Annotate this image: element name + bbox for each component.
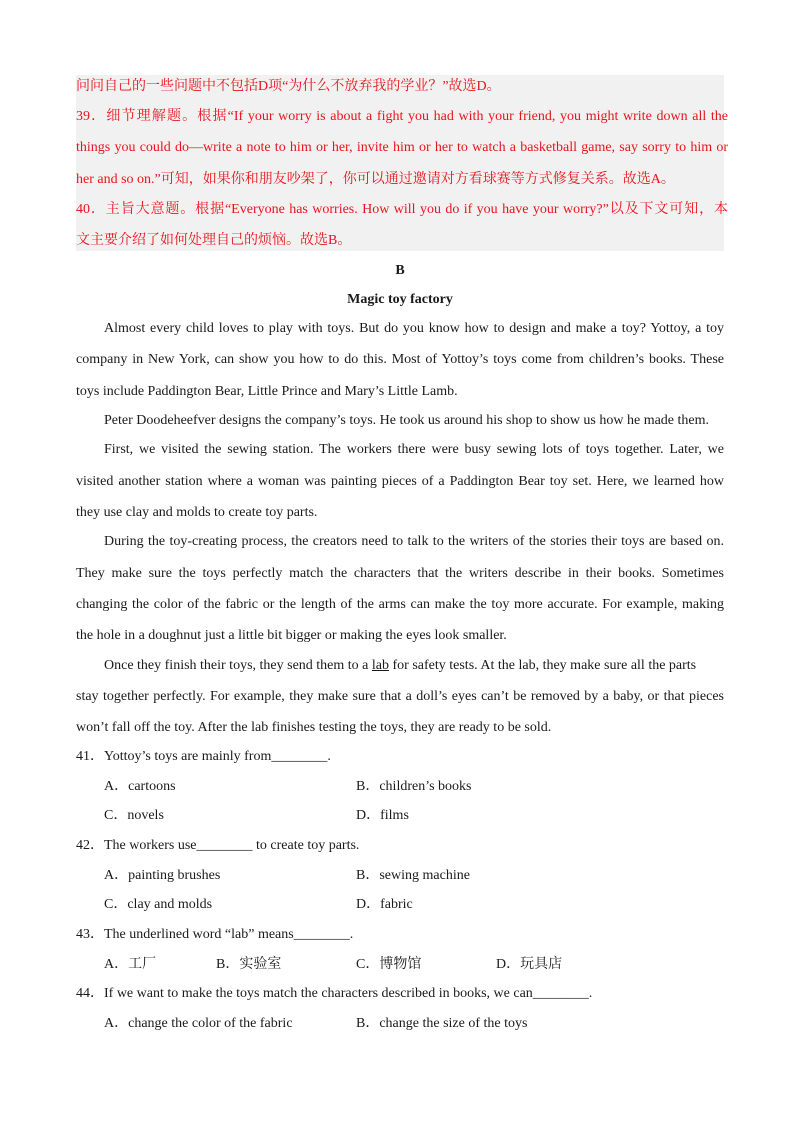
passage-line (104, 656, 724, 676)
q43-option-c: C．博物馆 (356, 957, 422, 972)
q43-option-d: D．玩具店 (496, 957, 563, 972)
question-44-stem: 44．If we want to make the toys match the characters described in books, we can________. (76, 986, 593, 1001)
q41-option-a: A．cartoons (104, 779, 176, 794)
answer-line: 40．主旨大意题。根据“Everyone has worries. How will you do if you have your worry?”以及下文可知，本 (76, 202, 728, 217)
answer-line: her and so on.”可知，如果你和朋友吵架了，你可以通过邀请对方看球赛等方式修复关系。故选A。 (76, 172, 675, 187)
passage-line: They make sure the toys perfectly match the characters that the writers describe in their books. Sometimes (76, 566, 724, 581)
q42-option-c: C．clay and molds (104, 897, 213, 912)
q43-option-b: B．实验室 (216, 957, 282, 972)
passage-line: Almost every child loves to play with toys. But do you know how to design and make a toy? Yottoy, a toy (104, 321, 724, 336)
answer-line: 39．细节理解题。根据“If your worry is about a fight you had with your friend, you might write down all the (76, 109, 728, 124)
question-43-stem: 43．The underlined word “lab” means________. (76, 927, 354, 942)
passage-line: won’t fall off the toy. After the lab finishes testing the toys, they are ready to be sold. (76, 720, 552, 735)
passage-title: Magic toy factory (347, 292, 453, 307)
question-42-stem: 42．The workers use________ to create toy parts. (76, 838, 360, 853)
q41-option-d: D．films (356, 808, 409, 823)
passage-line: Peter Doodeheefver designs the company’s toys. He took us around his shop to show us how he made them. (104, 413, 710, 428)
passage-line: the hole in a doughnut just a little bit bigger or making the eyes look smaller. (76, 628, 507, 643)
q41-option-b: B．children’s books (356, 779, 472, 794)
question-41-stem: 41．Yottoy’s toys are mainly from________. (76, 749, 331, 764)
answer-line: things you could do—write a note to him or her, invite him or her to watch a basketball game, say sorry to him or (76, 140, 728, 155)
passage-line: stay together perfectly. For example, they make sure that a doll’s eyes can’t be removed by a baby, or that pieces (76, 689, 724, 704)
answer-line: 问问自己的一些问题中不包括D项“为什么不放弃我的学业？”故选D。 (76, 79, 501, 94)
passage-line: First, we visited the sewing station. The workers there were busy sewing lots of toys together. Later, we (104, 442, 724, 457)
q43-option-a: A．工厂 (104, 957, 157, 972)
passage-text: for safety tests. At the lab, they make sure all the parts (389, 658, 697, 673)
q42-option-a: A．painting brushes (104, 868, 221, 883)
section-letter: B (395, 263, 405, 278)
q44-option-b: B．change the size of the toys (356, 1016, 528, 1031)
answer-line: 文主要介绍了如何处理自己的烦恼。故选B。 (76, 233, 352, 248)
passage-line: visited another station where a woman was painting pieces of a Paddington Bear toy set. Here, we learned how (76, 474, 724, 489)
passage-line: toys include Paddington Bear, Little Prince and Mary’s Little Lamb. (76, 384, 458, 399)
q44-option-a: A．change the color of the fabric (104, 1016, 293, 1031)
passage-line: they use clay and molds to create toy parts. (76, 505, 318, 520)
answer-explanation-box (76, 75, 724, 251)
underlined-word-lab: lab (371, 658, 389, 673)
q42-option-d: D．fabric (356, 897, 413, 912)
passage-text: Once they finish their toys, they send them to a (104, 658, 372, 673)
passage-line: company in New York, can show you how to do this. Most of Yottoy’s toys come from children’s books. These (76, 352, 724, 367)
passage-line: During the toy-creating process, the creators need to talk to the writers of the stories their toys are based on. (104, 534, 724, 549)
passage-line: changing the color of the fabric or the length of the arms can make the toy more accurate. For example, making (76, 597, 724, 612)
q41-option-c: C．novels (104, 808, 164, 823)
q42-option-b: B．sewing machine (356, 868, 470, 883)
